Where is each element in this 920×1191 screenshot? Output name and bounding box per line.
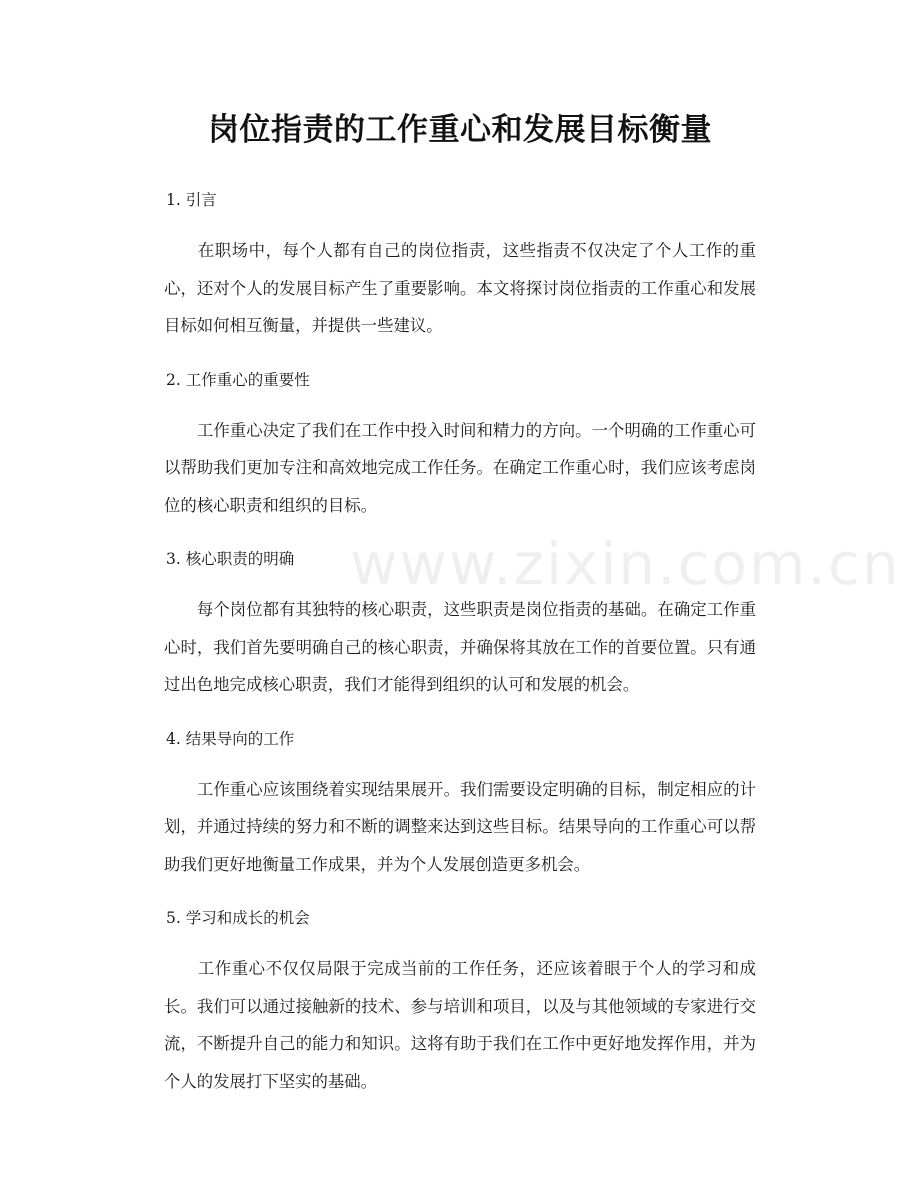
watermark-text: www.zixin.com.cn	[350, 530, 901, 598]
paragraph-text: 工作重心决定了我们在工作中投入时间和精力的方向。一个明确的工作重心可以帮助我们更加专注和高效地完成工作任务。在确定工作重心时，我们应该考虑岗位的核心职责和组织的目标。	[164, 420, 756, 515]
section-paragraph-4	[164, 771, 756, 884]
section-paragraph-5	[164, 950, 756, 1100]
document-title: 岗位指责的工作重心和发展目标衡量	[208, 112, 712, 148]
section-heading-5: 5. 学习和成长的机会	[166, 909, 310, 927]
paragraph-text: 工作重心不仅仅局限于完成当前的工作任务，还应该着眼于个人的学习和成长。我们可以通过接触新的技术、参与培训和项目，以及与其他领域的专家进行交流，不断提升自己的能力和知识。这将有助于我们在工作中更好地发挥作用，并为个人的发展打下坚实的基础。	[164, 959, 756, 1091]
section-paragraph-2	[164, 412, 756, 525]
paragraph-text: 在职场中，每个人都有自己的岗位指责，这些指责不仅决定了个人工作的重心，还对个人的发展目标产生了重要影响。本文将探讨岗位指责的工作重心和发展目标如何相互衡量，并提供一些建议。	[164, 241, 756, 335]
section-heading-3: 3. 核心职责的明确	[166, 550, 295, 568]
section-heading-4: 4. 结果导向的工作	[166, 729, 295, 748]
paragraph-text: 每个岗位都有其独特的核心职责，这些职责是岗位指责的基础。在确定工作重心时，我们首先要明确自己的核心职责，并确保将其放在工作的首要位置。只有通过出色地完成核心职责，我们才能得到组织的认可和发展的机会。	[164, 600, 756, 694]
section-paragraph-1	[164, 232, 756, 345]
section-heading-1: 1. 引言	[166, 191, 217, 209]
section-paragraph-3	[164, 591, 756, 704]
paragraph-text: 工作重心应该围绕着实现结果展开。我们需要设定明确的目标，制定相应的计划，并通过持续的努力和不断的调整来达到这些目标。结果导向的工作重心可以帮助我们更好地衡量工作成果，并为个人发展创造更多机会。	[164, 779, 756, 874]
document-body	[166, 182, 756, 1117]
section-heading-2: 2. 工作重心的重要性	[166, 370, 310, 389]
